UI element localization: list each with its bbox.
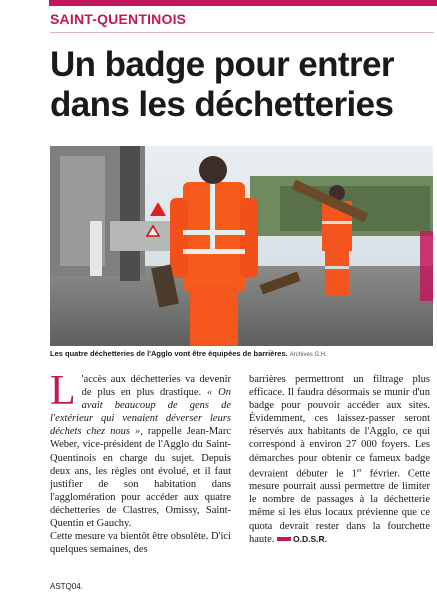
- section-color-bar: [49, 0, 437, 6]
- ordinal-suffix: er: [356, 467, 362, 474]
- paragraph-1-start: 'accès aux déchetteries va devenir de plus en plus drastique.: [81, 374, 231, 399]
- paragraph-3: [249, 373, 430, 546]
- article-column-1: [50, 368, 232, 556]
- photo-credit: Archives G.H.: [289, 352, 327, 358]
- article-photo: [50, 146, 433, 346]
- section-divider: [50, 32, 434, 33]
- page-reference: ASTQ04.: [50, 582, 83, 591]
- photo-caption: [50, 349, 434, 358]
- paragraph-3-start: barrières permettront un filtrage plus efficace. Il faudra désormais se munir d'un badge pour pouvoir accéder aux sites. Évidemment, ces laissez-passer seront réservés aux habitants de l'Agglo, ce qui correspond à environ 27 000 foyers. Les démarches pour obtenir ce fameux badge devraient débuter le 1: [249, 374, 430, 480]
- headline: [50, 45, 434, 125]
- paragraph-1-end: , rappelle Jean-Marc Weber, vice-président de l'Agglo du Saint-Quentinois en charge du sujet. Depuis deux ans, les règles ont évolué, et il faut justifier de son habitation dans l'agglomération pour accéder aux quatre déchetteries de Clastres, Omissy, Saint-Quentin et Gauchy.: [50, 426, 232, 530]
- caption-text: Les quatre déchetteries de l'Agglo vont être équipées de barrières.: [50, 349, 288, 358]
- photo-workers-at-dump: [50, 146, 433, 346]
- headline-line-1: Un badge pour entrer: [50, 45, 394, 84]
- paragraph-2: Cette mesure va bientôt être obsolète. D'ici quelques semaines, des: [50, 531, 231, 556]
- author-signature: O.D.S.R.: [293, 533, 328, 544]
- paragraph-1: [50, 368, 232, 530]
- end-mark: [277, 537, 291, 541]
- section-label: SAINT-QUENTINOIS: [50, 11, 187, 27]
- paragraph-3-end: février. Cette mesure pourrait aussi permettre de limiter le nombre de passages à la déchetterie même si les élus locaux prévienne que ce quota devrait rester dans la fourchette haute.: [249, 468, 431, 545]
- quote: « On avait beaucoup de gens de l'extérieur qui venaient déverser leurs déchets chez nous »: [50, 387, 231, 438]
- headline-line-2: dans les déchetteries: [50, 85, 394, 124]
- article-column-2: [249, 373, 430, 546]
- drop-cap: L: [50, 368, 76, 414]
